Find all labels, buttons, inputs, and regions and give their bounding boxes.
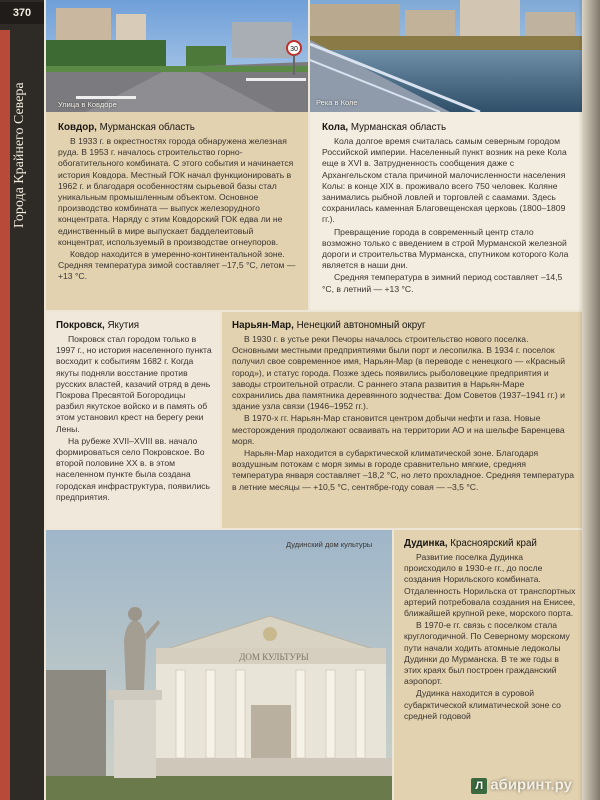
article-dudinka-region: Красноярский край <box>447 538 537 549</box>
article-naryan-mar <box>222 312 582 528</box>
page-number: 370 <box>0 2 44 24</box>
section-title: Города Крайнего Севера <box>12 82 27 228</box>
article-kola-heading <box>322 122 572 134</box>
kovdor-photo-caption: Улица в Ковдоре <box>58 100 117 109</box>
kola-photo <box>310 0 582 112</box>
article-pokrovsk-p2: На рубеже XVII–XVIII вв. начало формироваться село Покровское. Во второй половине XX в. в этом населенном пункте была создана городская инфраструктура, появились предприятия. <box>56 435 211 502</box>
article-kovdor-p1: В 1933 г. в окрестностях города обнаружена железная руда. В 1953 г. началось строительство горно-обогатительного комбината. С этого события и начинается история Ковдора. Местный ГОК начал функционировать в 1962 г. и благодаря особенностям сырьевой базы стал уникальным промышленным объектом. Основное производство комбината — выпуск железорудного концентрата. Наряду с этим Ковдорский ГОК едва ли не единственный в мире выпускает бадделеитовый концентрат, используемый в производстве огнеупоров. <box>58 136 294 247</box>
article-naryan-mar-p2: В 1970-х гг. Нарьян-Мар становится центром добычи нефти и газа. Новые месторождения продолжают осваивать на территории АО и на шельфе Баренцева моря. <box>232 413 565 446</box>
article-naryan-mar-p3: Нарьян-Мар находится в субарктической климатической зоне. Благодаря воздушным потокам с моря зимы в городе сравнительно мягкие, средняя температура января составляет –18,2 °С, но лето прохладное. Средняя температура в летние месяцы — +10,5 °С, сентябре-году совая — –3,5 °С. <box>232 448 575 492</box>
article-kola-region: Мурманская область <box>348 122 447 133</box>
article-kola-city: Кола, <box>322 122 349 133</box>
article-kola-p3: Средняя температура в зимний период составляет –14,5 °С, в летний — +13 °С. <box>322 272 563 294</box>
watermark <box>471 776 572 794</box>
article-pokrovsk-heading <box>56 320 214 332</box>
article-dudinka-p2: В 1970-е гг. связь с поселком стала круглогодичной. По Северному морскому пути начали ходить атомные ледоколы Дудинки до Мурманска. В те же годы в этих краях был построен гражданский аэропорт. <box>404 620 570 687</box>
article-dudinka-heading <box>404 538 576 550</box>
article-dudinka-city: Дудинка, <box>404 538 448 549</box>
article-dudinka-p3: Дудинка находится в суровой субарктической климатической зоне со средней годовой <box>404 688 561 721</box>
watermark-badge-icon: Л <box>471 778 487 794</box>
article-kovdor-city: Ковдор, <box>58 122 97 133</box>
article-pokrovsk-p1: Покровск стал городом только в 1997 г., но история населенного пункта восходит к событиям 1682 г. Когда якуты подняли восстание против русских властей, казачий отряд в день Покрова Пресвятой Богородицы разбил якутское войско и в память об этом установил крест на берегу реки Лены. <box>56 334 212 434</box>
watermark-text: абиринт.ру <box>490 777 572 794</box>
article-naryan-mar-heading <box>232 320 574 332</box>
article-naryan-mar-p1: В 1930 г. в устье реки Печоры началось строительство нового поселка. Основными местными предприятиями были порт и лесопилка. В 1934 г. поселок получил свое современное имя, Нарьян-Мар (в переводе с ненецкого — «Красный город»), и статус города. Позже здесь появились рыболовецкие предприятия и заводы строительной отрасли. С раннего этапа развития в Нарьян-Маре сохранились два памятника деревянного зодчества: Дом Советов (1937–1941 гг.) и здание узла связи (1946–1952 гг.). <box>232 334 566 412</box>
article-naryan-mar-city: Нарьян-Мар, <box>232 320 294 331</box>
kovdor-street-image <box>46 0 308 112</box>
article-pokrovsk-city: Покровск, <box>56 320 105 331</box>
page-edge-strip <box>0 30 10 800</box>
article-kola-p2: Превращение города в современный центр стало возможно только с введением в строй Мурманской железной дороги и строительства Мурманска, спутником которого Кола является в наши дни. <box>322 226 569 271</box>
article-dudinka-p1: Развитие поселка Дудинка происходило в 1930-е гг., до после создания Норильского комбината. Отдаленность Норильска от транспортных артерий потребовала создания на Енисее, ближайшей крупной реке, морского порта. <box>404 552 576 619</box>
house-of-culture-image <box>46 530 392 800</box>
article-pokrovsk <box>46 312 220 528</box>
kola-river-image <box>310 0 582 112</box>
article-kovdor-region: Мурманская область <box>96 122 195 133</box>
article-dudinka <box>394 530 582 800</box>
speed-sign-text: 30 <box>290 46 298 53</box>
building-sign-text: ДОМ КУЛЬТУРЫ <box>239 652 309 662</box>
article-kovdor <box>46 112 308 310</box>
article-kola-p1: Кола долгое время считалась самым северным городом Российской империи. Населенный пункт возник на реке Кола еще в XVI в. Затрудненность сообщения даже с Архангельском стала причиной малочисленности населения Колы: в конце XIX в. проживало всего 750 человек. Коляне занимались рыбной ловлей и торговлей с саамами. Здесь сохранилась каменная Благовещенская церковь (1800–1809 гг.). <box>322 136 567 225</box>
article-pokrovsk-region: Якутия <box>104 320 140 331</box>
kovdor-photo <box>46 0 308 112</box>
article-naryan-mar-region: Ненецкий автономный округ <box>293 320 426 331</box>
binding-shadow <box>578 0 600 800</box>
article-kovdor-p2: Ковдор находится в умеренно-континентальной зоне. Средняя температура зимой составляет –17,5 °С, летом — +13 °С. <box>58 249 296 282</box>
dudinka-photo <box>46 530 392 800</box>
article-kovdor-heading <box>58 122 298 134</box>
kola-photo-caption: Река в Коле <box>316 98 358 107</box>
dudinka-photo-caption: Дудинский дом культуры <box>286 540 373 549</box>
article-kola <box>310 112 582 310</box>
